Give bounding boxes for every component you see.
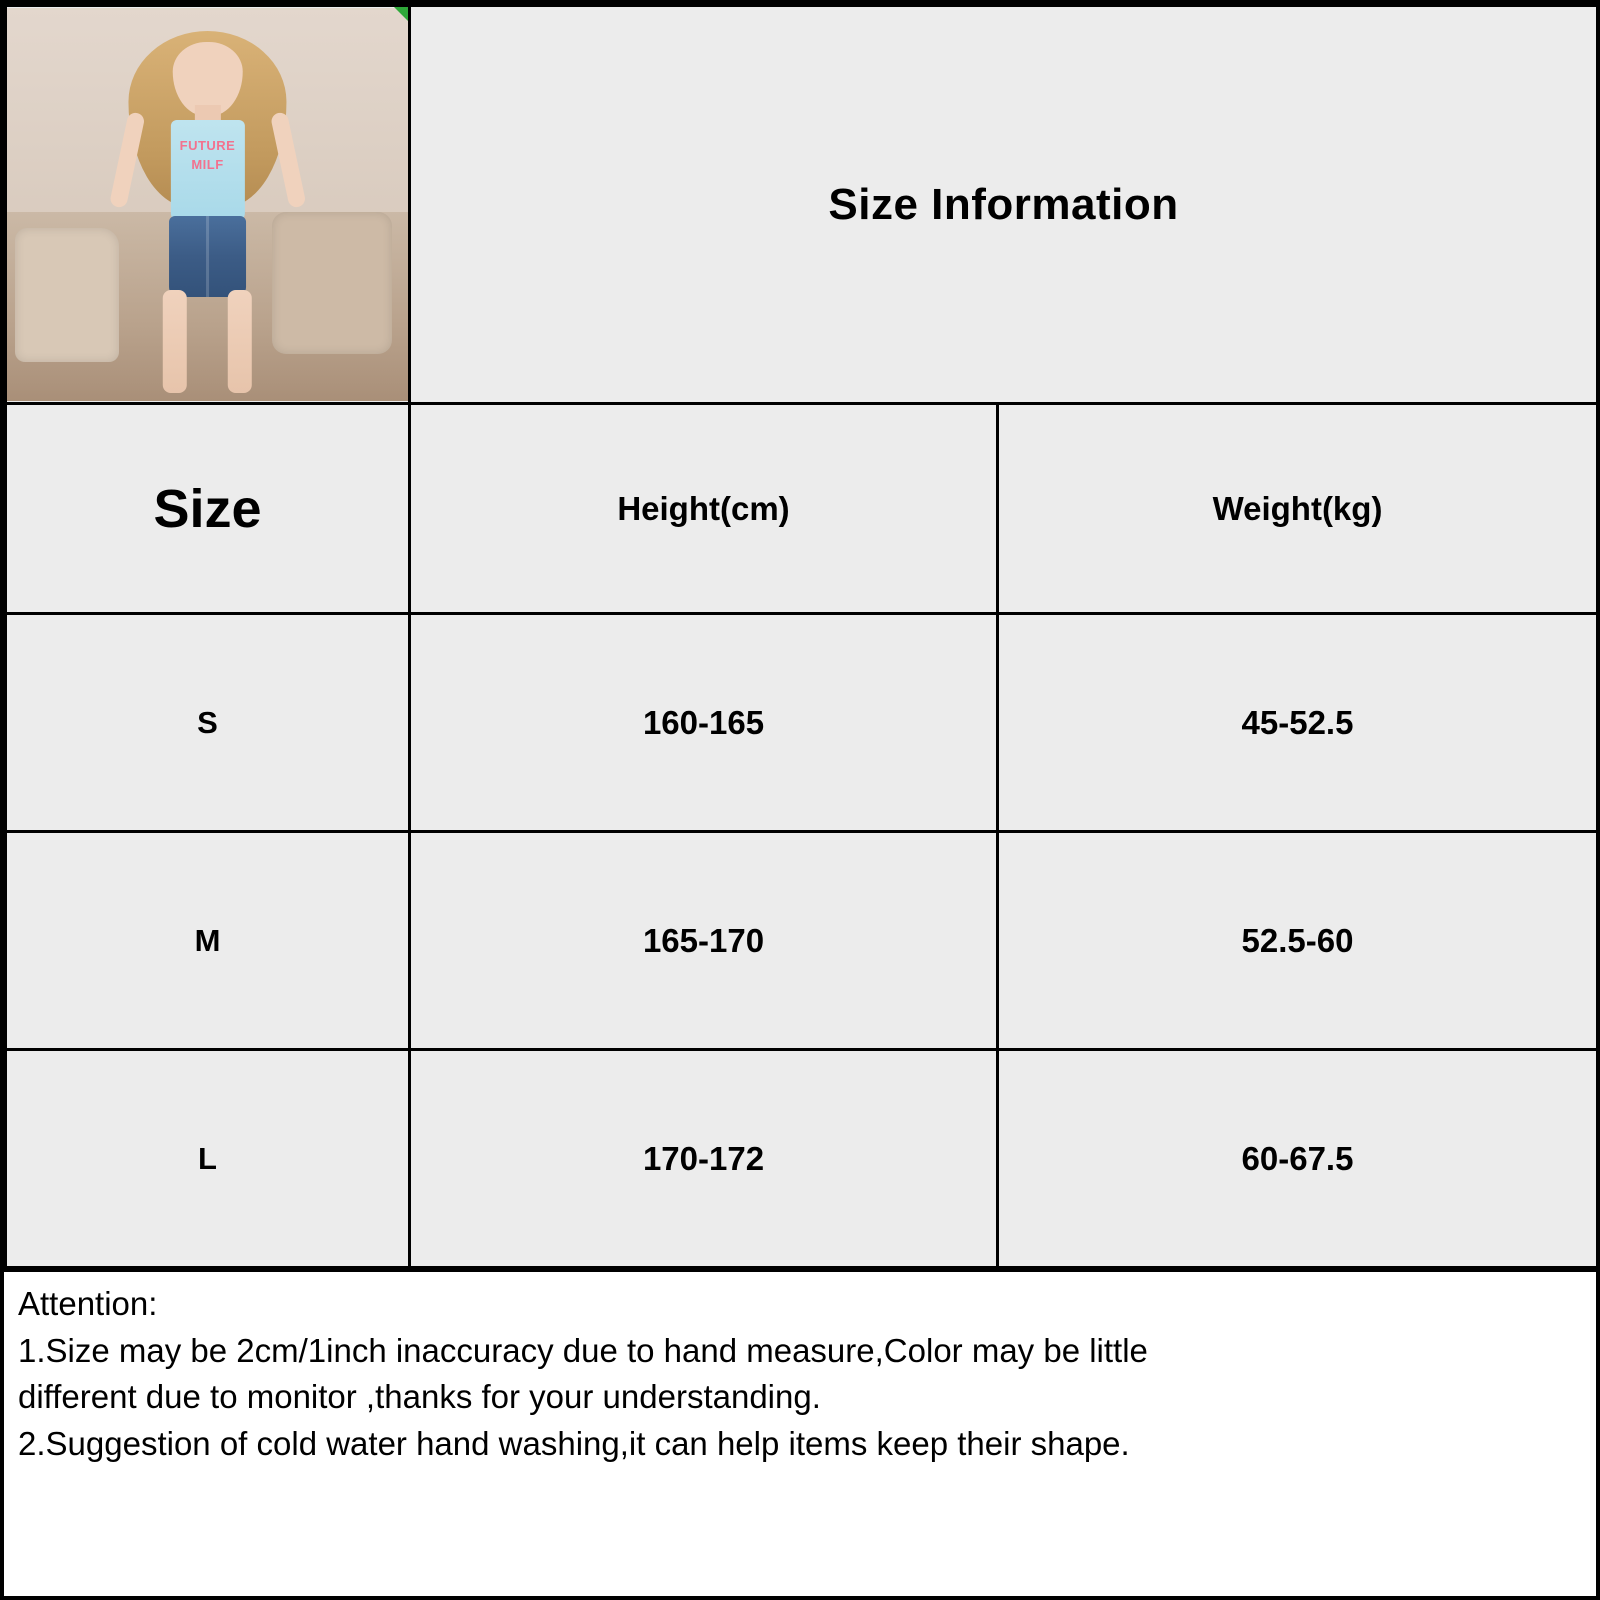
- table-row: [6, 832, 1598, 1050]
- cell-size-m: M: [6, 832, 410, 1050]
- cell-size-l: L: [6, 1050, 410, 1268]
- size-information-table: [4, 4, 1599, 1269]
- column-header-size: Size: [6, 404, 410, 614]
- attention-line-1: 1.Size may be 2cm/1inch inaccuracy due to hand measure,Color may be little: [18, 1331, 1148, 1369]
- photo-cushion-left: [15, 228, 119, 362]
- attention-line-2: different due to monitor ,thanks for your understanding.: [18, 1378, 821, 1416]
- photo-model-leg-left: [163, 290, 187, 393]
- green-corner-marker-icon: [393, 6, 409, 22]
- table-header-row: [6, 404, 1598, 614]
- attention-heading: Attention:: [18, 1285, 158, 1322]
- attention-notes: [4, 1269, 1596, 1589]
- table-row-header-banner: [6, 6, 1598, 404]
- photo-model-leg-right: [228, 290, 252, 393]
- cell-height-m: 165-170: [410, 832, 998, 1050]
- cell-weight-s: 45-52.5: [998, 614, 1598, 832]
- page-title: Size Information: [828, 179, 1179, 229]
- cell-weight-m: 52.5-60: [998, 832, 1598, 1050]
- cell-weight-l: 60-67.5: [998, 1050, 1598, 1268]
- attention-line-3: 2.Suggestion of cold water hand washing,it can help items keep their shape.: [18, 1424, 1130, 1462]
- column-header-height: Height(cm): [410, 404, 998, 614]
- model-photo: [7, 8, 408, 401]
- photo-garment-top: [171, 120, 245, 223]
- table-row: [6, 614, 1598, 832]
- photo-model-figure: [115, 24, 299, 393]
- cell-size-s: S: [6, 614, 410, 832]
- column-header-weight: Weight(kg): [998, 404, 1598, 614]
- garment-text-line-2: MILF: [191, 156, 224, 172]
- cell-height-l: 170-172: [410, 1050, 998, 1268]
- table-row: [6, 1050, 1598, 1268]
- title-cell: [410, 6, 1598, 404]
- product-photo-cell: [6, 6, 410, 404]
- photo-garment-shorts: [169, 216, 246, 297]
- garment-text-line-1: FUTURE: [179, 138, 236, 154]
- cell-height-s: 160-165: [410, 614, 998, 832]
